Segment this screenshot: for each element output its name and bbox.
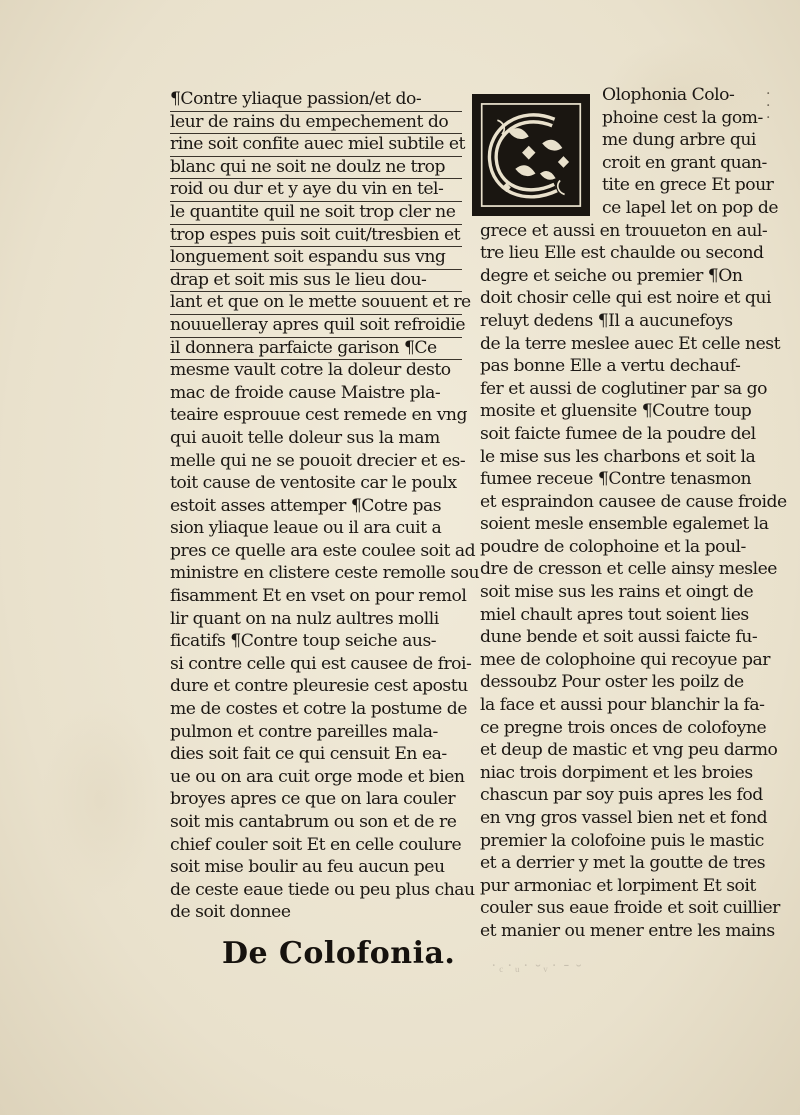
text-line: dure et contre pleuresie cest apostu [170,676,468,697]
text-line: de la terre meslee auec Et celle nest [480,333,780,354]
text-line: fer et aussi de coglutiner par sa go [480,378,767,399]
text-line: poudre de colophoine et la poul- [480,536,746,557]
text-line: et manier ou mener entre les mains [480,920,775,941]
margin-marks: · · · [766,86,771,126]
text-line: soit mise sus les rains et oingt de [480,582,754,603]
text-line: et a derrier y met la goutte de tres [480,853,766,874]
text-line: pres ce quelle ara este coulee soit ad [170,540,476,561]
text-line: trop espes puis soit cuit/tresbien et [170,224,462,248]
text-line: phoine cest la gom- [602,107,763,128]
text-line: niac trois dorpiment et les broies [480,762,753,783]
text-line: me de costes et cotre la postume de [170,699,467,720]
text-line: dune bende et soit aussi faicte fu- [480,627,758,648]
text-line: ce lapel let on pop de [602,197,779,218]
text-line: tre lieu Elle est chaulde ou second [480,243,764,264]
text-line: croit en grant quan- [602,152,767,173]
text-line: nouuelleray apres quil soit refroidie [170,314,462,338]
text-line: pas bonne Elle a vertu dechauf- [480,356,741,377]
text-line: de soit donnee [170,902,291,923]
text-line: estoit asses attemper ¶Cotre pas [170,495,442,516]
text-line: doit chosir celle qui est noire et qui [480,288,771,309]
text-line: dre de cresson et celle ainsy meslee [480,559,777,580]
text-line: de ceste eaue tiede ou peu plus chau [170,879,475,900]
text-line: Olophonia Colo- [602,85,735,105]
text-line: mesme vault cotre la doleur desto [170,360,451,381]
text-line: chief couler soit Et en celle coulure [170,834,462,855]
text-line: dies soit fait ce qui censuit En ea- [170,744,447,765]
text-line: soit mise boulir au feu aucun peu [170,857,445,878]
text-line: degre et seiche ou premier ¶On [480,265,743,286]
text-line: ce pregne trois onces de colofoyne [480,717,767,738]
text-line: broyes apres ce que on lara couler [170,789,456,810]
text-line: ficatifs ¶Contre toup seiche aus- [170,631,437,652]
text-line: tite en grece Et pour [602,175,774,196]
text-line: le mise sus les charbons et soit la [480,446,756,467]
text-line: leur de rains du empechement do [170,111,462,135]
text-line: et deup de mastic et vng peu darmo [480,740,778,761]
text-line: ¶Contre yliaque passion/et do- [170,88,462,112]
section-heading: De Colofonia. [222,936,456,971]
text-line: sion yliaque leaue ou il ara cuit a [170,518,442,539]
text-line: pur armoniac et lorpiment Et soit [480,875,756,896]
bleed-through-text: ˙ ͨ ˙ ͧ ˙ ˘ ͮ ˙ ˉ ˘ [490,962,583,980]
text-line: grece et aussi en trouueton en aul- [480,220,768,241]
text-line: melle qui ne se pouoit drecier et es- [170,450,466,471]
text-line: ministre en clistere ceste remolle sou [170,563,480,584]
right-text-column [480,84,787,943]
text-line: roid ou dur et y aye du vin en tel- [170,178,462,202]
text-line: qui auoit telle doleur sus la mam [170,427,440,448]
text-line: reluyt dedens ¶Il a aucunefoys [480,310,733,331]
text-line: en vng gros vassel bien net et fond [480,808,768,828]
text-line: et espraindon causee de cause froide [480,491,787,512]
text-line: miel chault apres tout soient lies [480,604,749,625]
text-line: la face et aussi pour blanchir la fa- [480,695,765,716]
text-line: le quantite quil ne soit trop cler ne [170,201,462,225]
text-line: couler sus eaue froide et soit cuillier [480,898,780,919]
text-line: soit faicte fumee de la poudre del [480,423,756,444]
paper-stain [40,700,160,900]
text-line: fumee receue ¶Contre tenasmon [480,469,752,490]
text-line: mosite et gluensite ¶Coutre toup [480,401,752,422]
text-line: fisamment Et en vset on pour remol [170,586,467,607]
text-line: toit cause de ventosite car le poulx [170,473,457,494]
text-line: premier la colofoine puis le mastic [480,830,764,851]
text-line: me dung arbre qui [602,130,756,151]
text-line: il donnera parfaicte garison ¶Ce [170,337,462,361]
left-text-column [170,88,480,924]
text-line: drap et soit mis sus le lieu dou- [170,269,462,293]
text-line: pulmon et contre pareilles mala- [170,721,438,742]
text-line: ue ou on ara cuit orge mode et bien [170,766,465,787]
text-line: lant et que on le mette souuent et re [170,291,462,315]
text-line: chascun par soy puis apres les fod [480,785,763,806]
text-line: lir quant on na nulz aultres molli [170,608,439,629]
text-line: teaire esprouue cest remede en vng [170,405,467,426]
text-line: mac de froide cause Maistre pla- [170,382,441,403]
text-line: soit mis cantabrum ou son et de re [170,812,457,832]
text-line: rine soit confite auec miel subtile et [170,133,462,157]
text-line: mee de colophoine qui recoyue par [480,649,770,670]
text-line: soient mesle ensemble egalemet la [480,514,769,535]
text-line: dessoubz Pour oster les poilz de [480,672,744,693]
text-line: longuement soit espandu sus vng [170,246,462,270]
text-line: si contre celle qui est causee de froi- [170,653,472,674]
text-line: blanc qui ne soit ne doulz ne trop [170,156,462,180]
